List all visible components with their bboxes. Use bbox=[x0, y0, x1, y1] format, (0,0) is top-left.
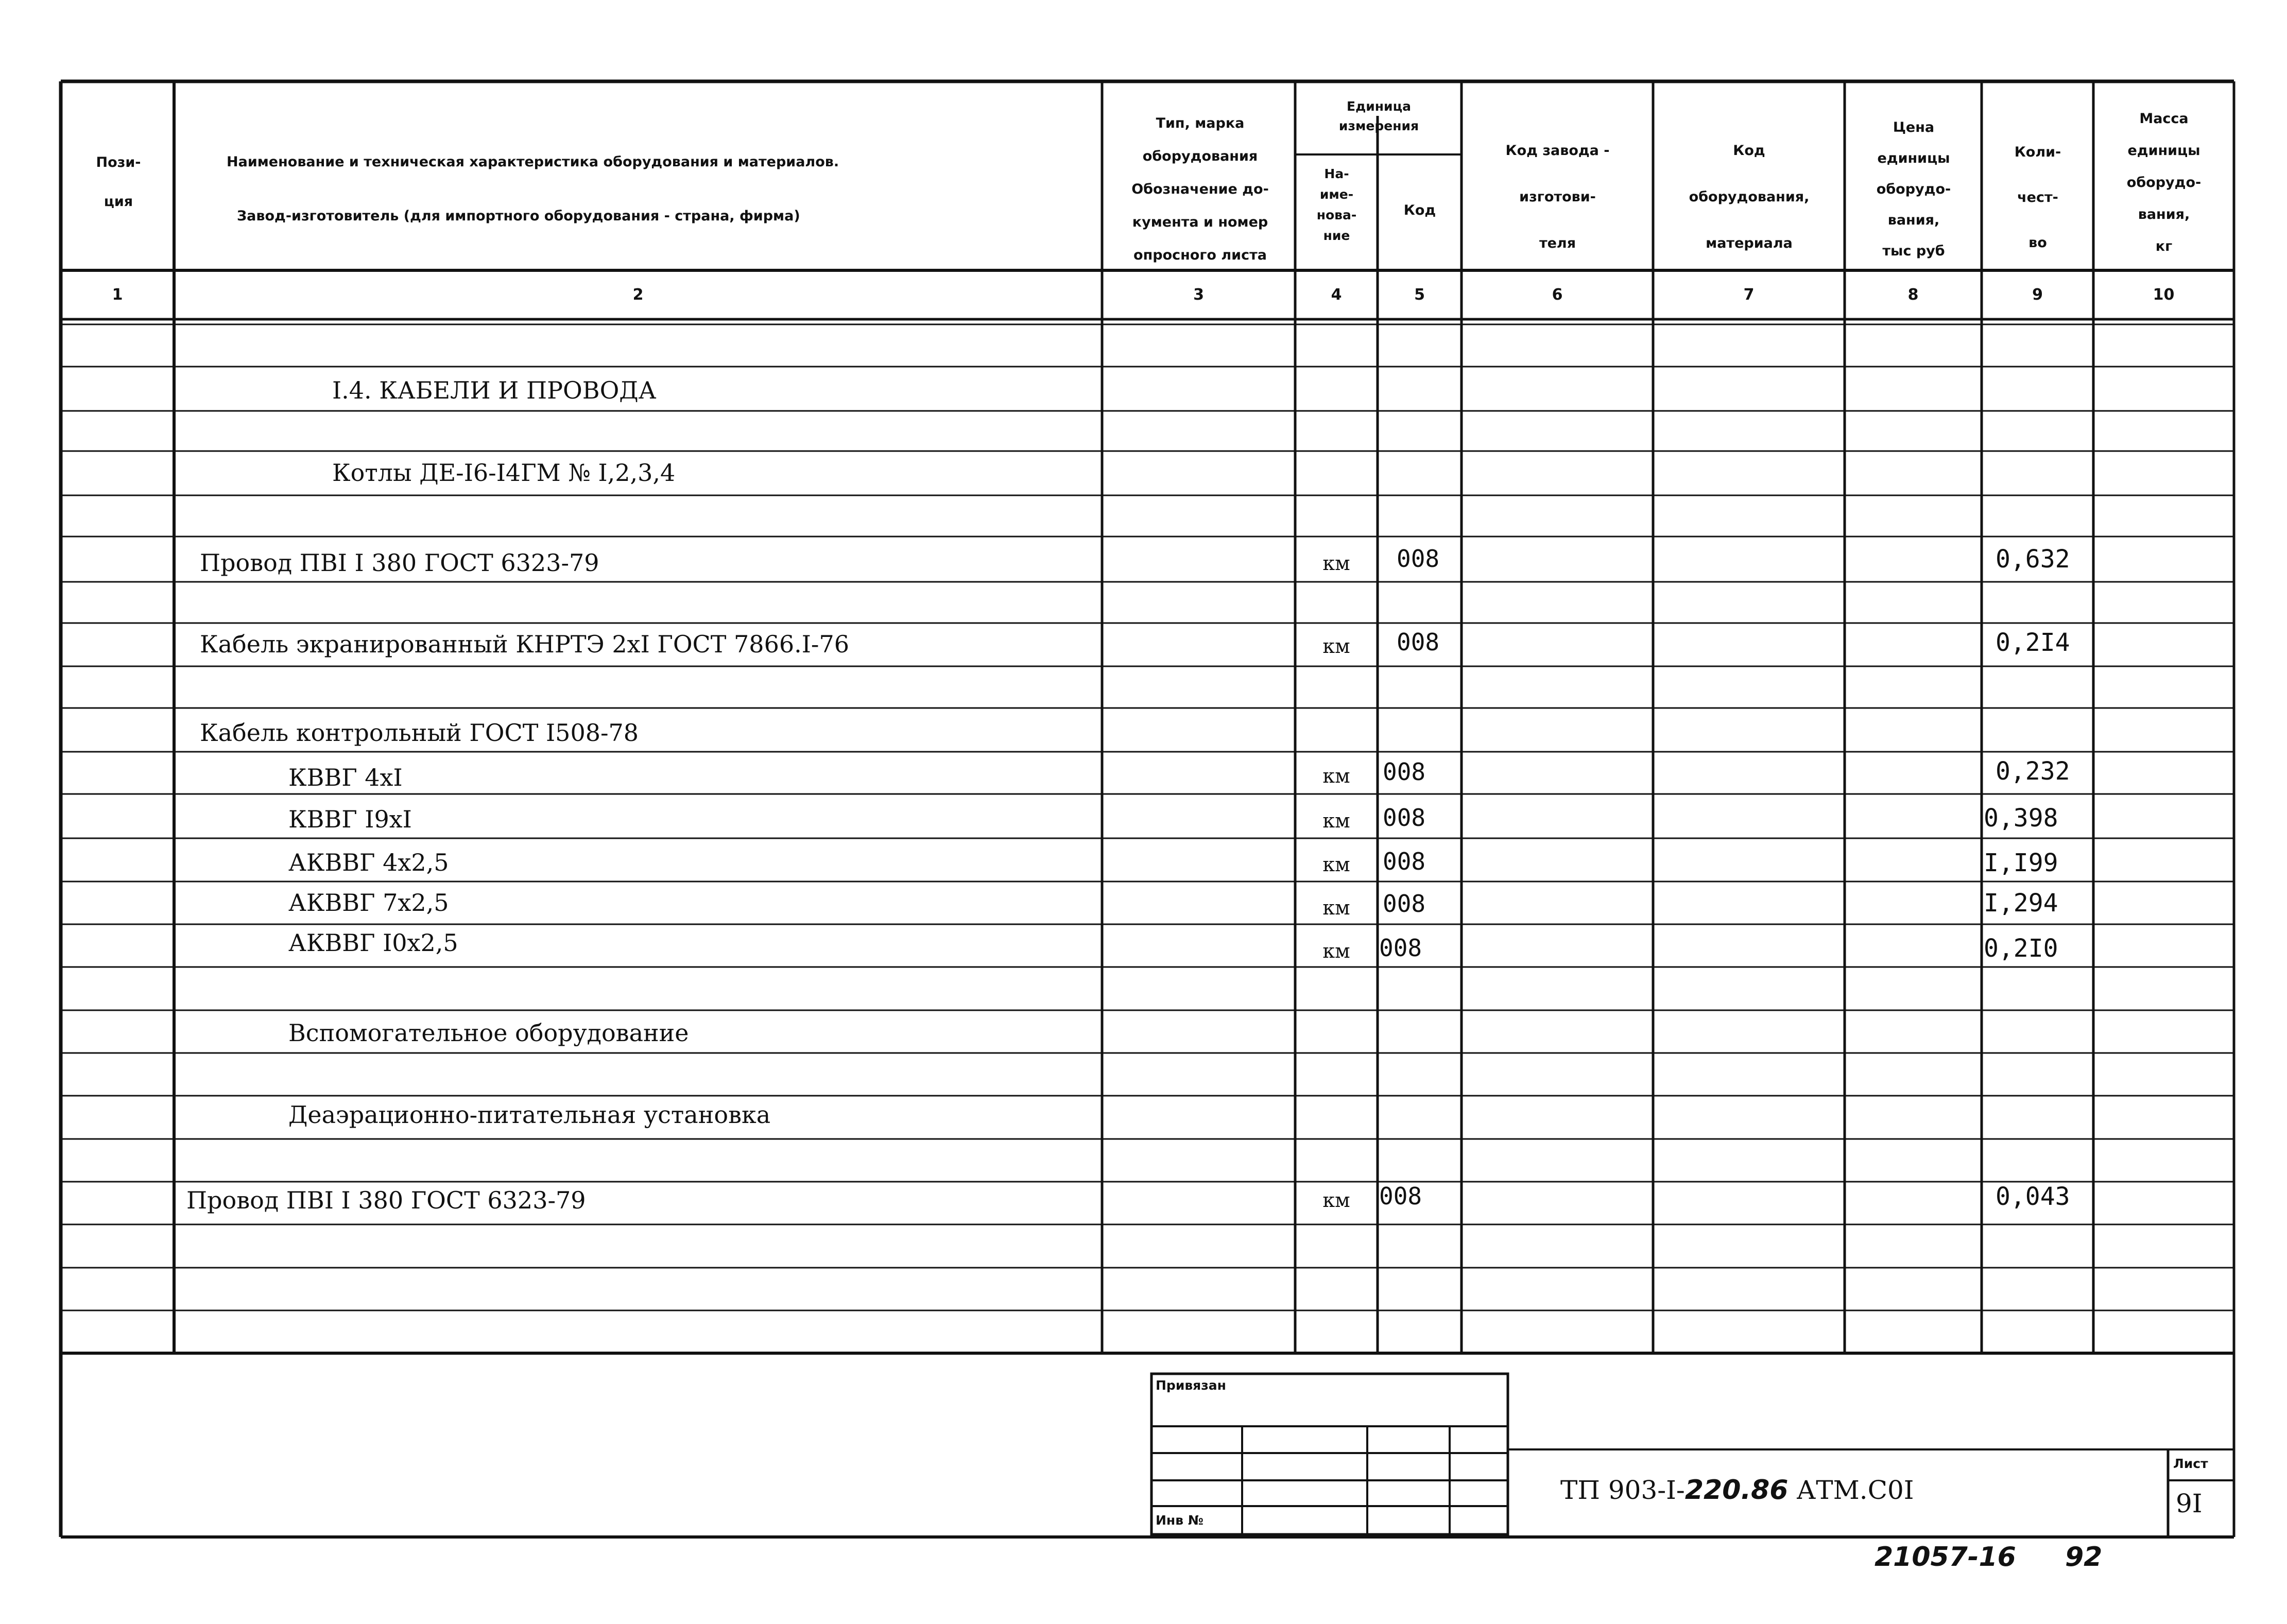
subsection-title: Деаэрационно-питательная установка bbox=[288, 1101, 771, 1129]
item-unit: км bbox=[1322, 896, 1350, 919]
header-price-line: оборудо- bbox=[1876, 181, 1951, 197]
document-number-handwritten: 220.86 bbox=[1684, 1475, 1789, 1506]
item-unit: км bbox=[1322, 552, 1350, 575]
header-equipment-code-line: Код bbox=[1733, 143, 1765, 159]
header-mass-line: оборудо- bbox=[2126, 175, 2202, 191]
header-type bbox=[1106, 107, 1294, 272]
header-unit-name-line: На- bbox=[1324, 166, 1349, 181]
item-code: 008 bbox=[1383, 804, 1426, 832]
column-number: 6 bbox=[1552, 286, 1563, 304]
document-number bbox=[1560, 1477, 1914, 1504]
header-mass-line: единицы bbox=[2127, 143, 2200, 159]
header-mass-line: вания, bbox=[2138, 206, 2190, 222]
item-quantity: I,294 bbox=[1984, 889, 2058, 918]
header-type-line: Обозначение до- bbox=[1131, 181, 1269, 197]
item-unit: км bbox=[1322, 765, 1350, 787]
header-factory-code-line: Код завода - bbox=[1505, 143, 1610, 159]
section-title: I.4. КАБЕЛИ И ПРОВОДА bbox=[332, 376, 657, 404]
document-number-prefix: ТП 903-I- bbox=[1560, 1475, 1685, 1505]
header-type-line: опросного листа bbox=[1133, 247, 1267, 263]
item-quantity: 0,398 bbox=[1984, 804, 2058, 833]
header-price bbox=[1847, 112, 1981, 267]
header-price-line: единицы bbox=[1877, 150, 1950, 166]
item-name: Кабель экранированный КНРТЭ 2хI ГОСТ 7866.I-76 bbox=[200, 630, 849, 658]
header-position-line: ция bbox=[104, 194, 133, 210]
item-code: 008 bbox=[1379, 1182, 1422, 1210]
header-factory-code-line: теля bbox=[1539, 235, 1576, 251]
item-quantity: 0,2I0 bbox=[1984, 934, 2058, 963]
header-factory-code-line: изготови- bbox=[1519, 189, 1596, 205]
header-quantity bbox=[1984, 130, 2092, 266]
header-unit-name-line: име- bbox=[1319, 187, 1354, 202]
document-number-suffix: АТМ.С0I bbox=[1788, 1475, 1914, 1505]
header-price-line: вания, bbox=[1887, 212, 1940, 228]
header-type-line: Тип, марка bbox=[1156, 115, 1245, 131]
header-unit-name-line: нова- bbox=[1316, 208, 1357, 222]
header-quantity-line: чест- bbox=[2017, 189, 2058, 205]
item-name: КВВГ 4хI bbox=[288, 764, 403, 791]
header-factory-code bbox=[1464, 128, 1652, 267]
item-name: Провод ПВI I 380 ГОСТ 6323-79 bbox=[200, 549, 599, 577]
item-unit: км bbox=[1322, 635, 1350, 658]
subsection-title: Вспомогательное оборудование bbox=[288, 1019, 689, 1047]
item-quantity: 0,632 bbox=[1996, 545, 2070, 574]
header-position bbox=[67, 143, 170, 221]
item-name: АКВВГ 4х2,5 bbox=[288, 849, 449, 876]
item-code: 008 bbox=[1383, 890, 1426, 918]
page-number: 92 bbox=[2065, 1542, 2103, 1573]
header-unit-line: Единица bbox=[1347, 99, 1411, 114]
header-equipment-code bbox=[1655, 128, 1843, 267]
item-code: 008 bbox=[1383, 758, 1426, 786]
item-name: КВВГ I9хI bbox=[288, 805, 412, 833]
header-unit-name bbox=[1297, 164, 1377, 246]
item-code: 008 bbox=[1383, 848, 1426, 875]
header-name-line: Завод-изготовитель (для импортного оборудования - страна, фирма) bbox=[237, 208, 800, 224]
column-number: 4 bbox=[1331, 286, 1342, 304]
header-mass-line: кг bbox=[2155, 238, 2173, 254]
item-code: 008 bbox=[1379, 934, 1422, 962]
header-unit-code: Код bbox=[1403, 202, 1436, 218]
column-number: 7 bbox=[1743, 286, 1755, 304]
header-unit-group bbox=[1298, 97, 1460, 136]
item-quantity: 0,232 bbox=[1996, 757, 2070, 786]
header-position-line: Пози- bbox=[96, 154, 141, 170]
item-unit: км bbox=[1322, 940, 1350, 962]
header-price-line: тыс руб bbox=[1882, 243, 1945, 259]
header-mass-line: Масса bbox=[2139, 111, 2189, 127]
item-quantity: 0,043 bbox=[1996, 1182, 2070, 1211]
item-code: 008 bbox=[1397, 628, 1440, 656]
column-number: 10 bbox=[2153, 286, 2175, 304]
sheet-label: Лист bbox=[2173, 1456, 2208, 1471]
subsection-title: Котлы ДЕ-I6-I4ГМ № I,2,3,4 bbox=[332, 459, 676, 487]
header-type-line: кумента и номер bbox=[1132, 214, 1268, 230]
column-number: 5 bbox=[1414, 286, 1425, 304]
item-name: Провод ПВI I 380 ГОСТ 6323-79 bbox=[186, 1186, 586, 1214]
column-number: 1 bbox=[112, 286, 123, 304]
archive-number: 21057-16 bbox=[1875, 1542, 2016, 1573]
header-name bbox=[185, 135, 1051, 243]
item-unit: км bbox=[1322, 1189, 1350, 1212]
header-unit-line: измерения bbox=[1338, 118, 1419, 133]
header-name-line: Наименование и техническая характеристика оборудования и материалов. bbox=[227, 154, 839, 170]
column-number: 8 bbox=[1907, 286, 1919, 304]
header-price-line: Цена bbox=[1893, 119, 1935, 135]
column-number: 3 bbox=[1193, 286, 1204, 304]
stamp-inventory-label: Инв № bbox=[1156, 1513, 1203, 1528]
sheet-number: 9I bbox=[2176, 1489, 2203, 1518]
column-number: 9 bbox=[2032, 286, 2043, 304]
item-unit: км bbox=[1322, 853, 1350, 876]
header-mass bbox=[2095, 103, 2233, 263]
item-unit: км bbox=[1322, 809, 1350, 832]
header-equipment-code-line: материала bbox=[1706, 235, 1793, 251]
header-quantity-line: во bbox=[2028, 235, 2047, 251]
header-equipment-code-line: оборудования, bbox=[1689, 189, 1810, 205]
item-quantity: 0,2I4 bbox=[1996, 628, 2070, 657]
header-type-line: оборудования bbox=[1142, 148, 1258, 164]
header-unit-name-line: ние bbox=[1323, 228, 1350, 243]
item-code: 008 bbox=[1397, 545, 1440, 573]
stamp-attached-label: Привязан bbox=[1156, 1378, 1226, 1393]
item-name: АКВВГ 7х2,5 bbox=[288, 889, 449, 917]
header-quantity-line: Коли- bbox=[2014, 144, 2061, 160]
item-name: АКВВГ I0х2,5 bbox=[288, 929, 458, 957]
column-number: 2 bbox=[632, 286, 644, 304]
item-quantity: I,I99 bbox=[1984, 849, 2058, 877]
item-group-name: Кабель контрольный ГОСТ I508-78 bbox=[200, 719, 639, 747]
